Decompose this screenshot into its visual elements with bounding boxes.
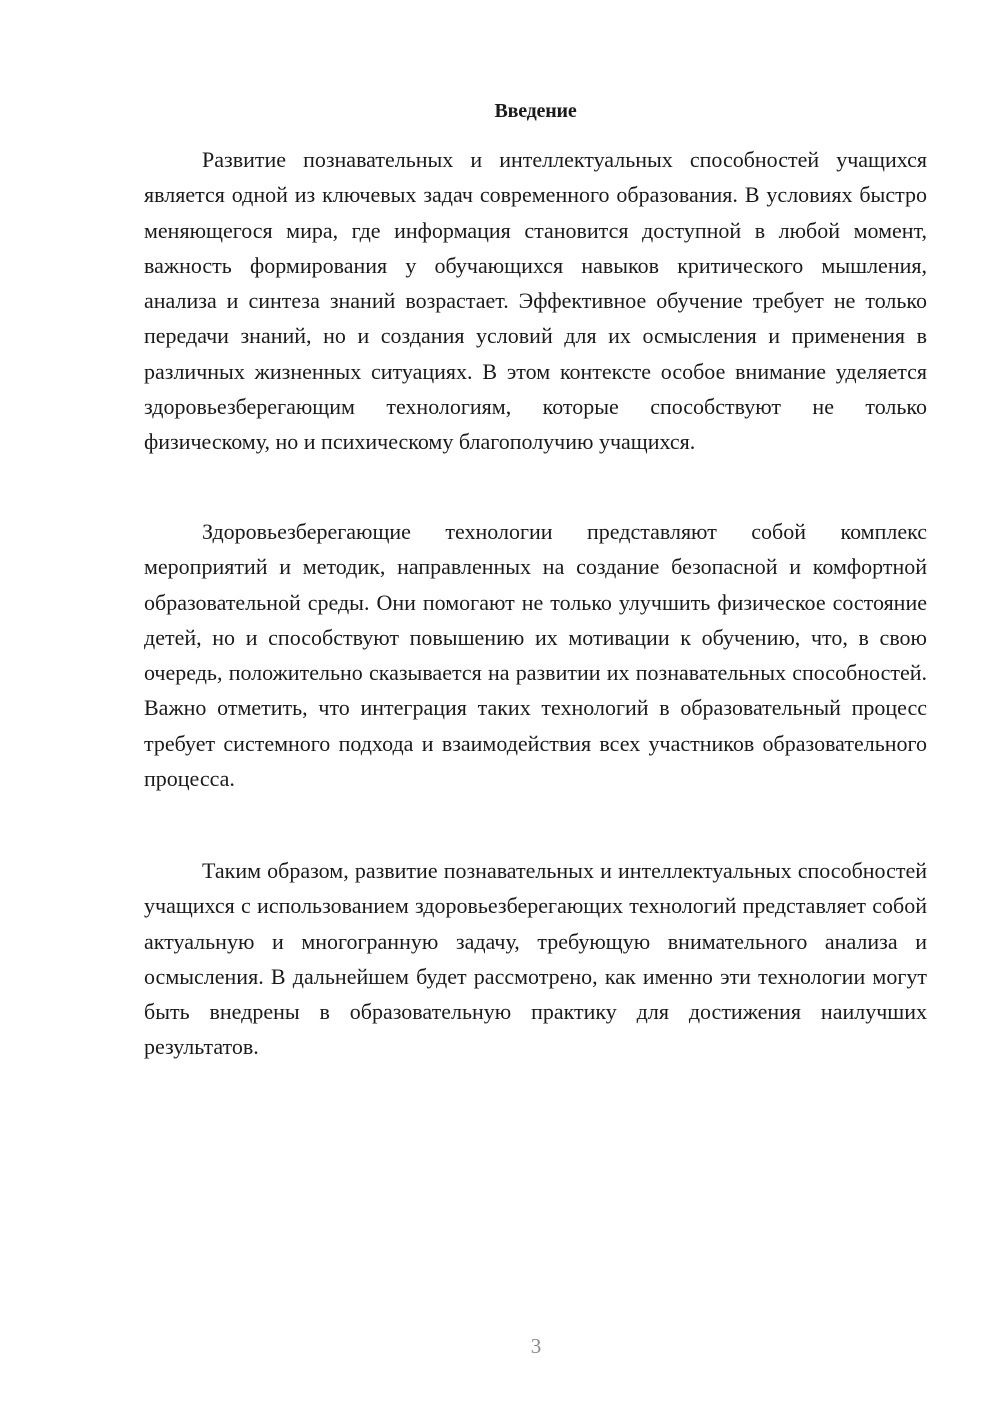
- paragraph-introduction: [144, 142, 927, 460]
- paragraph-technologies: [144, 514, 927, 796]
- paragraph-text: Таким образом, развитие познавательных и интеллектуальных способностей учащихся с использованием здоровьезберегающих технологий представляет собой актуальную и многогранную задачу, требующую внимательного анализа и осмысления. В дальнейшем будет рассмотрено, как именно эти технологии могут быть внедрены в образовательную практику для достижения наилучших результатов.: [144, 858, 927, 1060]
- paragraph-conclusion: [144, 853, 927, 1065]
- page-number: 3: [530, 1334, 542, 1358]
- paragraph-text: Развитие познавательных и интеллектуальных способностей учащихся является одной из ключевых задач современного образования. В условиях быстро меняющегося мира, где информация становится доступной в любой момент, важность формирования у обучающихся навыков критического мышления, анализа и синтеза знаний возрастает. Эффективное обучение требует не только передачи знаний, но и создания условий для их осмысления и применения в различных жизненных ситуациях. В этом контексте особое внимание уделяется здоровьезберегающим технологиям, которые способствуют не только физическому, но и психическому благополучию учащихся.: [144, 147, 927, 455]
- paragraph-text: Здоровьезберегающие технологии представляют собой комплекс мероприятий и методик, направленных на создание безопасной и комфортной образовательной среды. Они помогают не только улучшить физическое состояние детей, но и способствуют повышению их мотивации к обучению, что, в свою очередь, положительно сказывается на развитии их познавательных способностей. Важно отметить, что интеграция таких технологий в образовательный процесс требует системного подхода и взаимодействия всех участников образовательного процесса.: [144, 519, 927, 792]
- section-title: Введение: [494, 100, 577, 122]
